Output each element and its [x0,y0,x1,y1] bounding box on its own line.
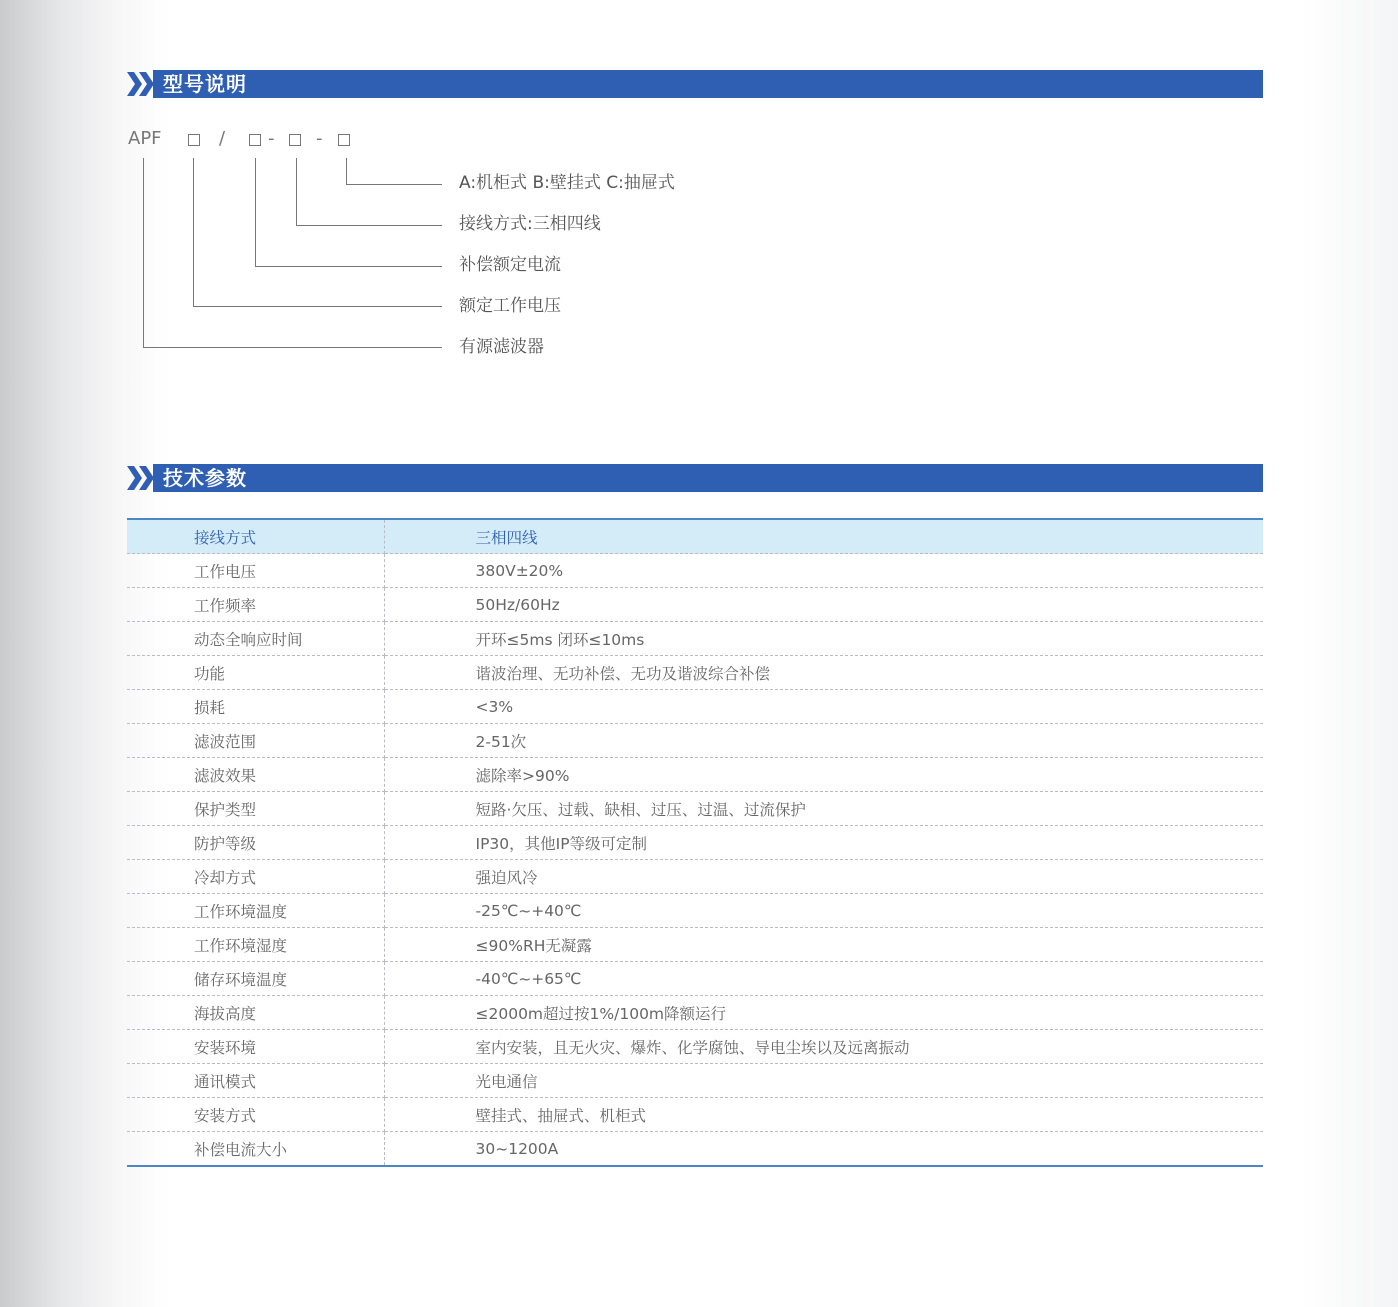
spec-header-param: 接线方式 [127,519,384,554]
spec-param: 动态全响应时间 [127,622,384,656]
spec-param: 海拔高度 [127,996,384,1030]
spec-param: 功能 [127,656,384,690]
table-row [127,996,1263,1030]
code-box [289,134,301,146]
table-row [127,894,1263,928]
spec-param: 保护类型 [127,792,384,826]
spec-table [127,518,1263,1167]
table-row [127,690,1263,724]
table-row [127,622,1263,656]
model-desc-current: 补偿额定电流 [459,255,561,275]
spec-value: 光电通信 [384,1064,1263,1098]
spec-value: 强迫风冷 [384,860,1263,894]
table-row [127,1064,1263,1098]
model-desc-voltage: 额定工作电压 [459,296,561,316]
spec-param: 防护等级 [127,826,384,860]
code-box [249,134,261,146]
table-row [127,792,1263,826]
spec-value: 谐波治理、无功补偿、无功及谐波综合补偿 [384,656,1263,690]
model-desc-wiring: 接线方式:三相四线 [459,214,601,234]
table-row [127,758,1263,792]
model-prefix: APF [128,128,162,149]
section-title: 型号说明 [163,72,247,96]
spec-param: 工作环境湿度 [127,928,384,962]
spec-param: 工作电压 [127,554,384,588]
spec-value: ≤90%RH无凝露 [384,928,1263,962]
spec-value: 壁挂式、抽屉式、机柜式 [384,1098,1263,1132]
table-row [127,724,1263,758]
table-row [127,826,1263,860]
table-row [127,860,1263,894]
spec-value: 2-51次 [384,724,1263,758]
table-row [127,1132,1263,1167]
spec-param: 损耗 [127,690,384,724]
table-row [127,1030,1263,1064]
model-desc-mount: A:机柜式 B:壁挂式 C:抽屉式 [459,173,675,193]
code-box [338,134,350,146]
spec-param: 工作频率 [127,588,384,622]
model-section-header [127,70,1263,98]
spec-value: 开环≤5ms 闭环≤10ms [384,622,1263,656]
spec-value: ≤2000m超过按1%/100m降额运行 [384,996,1263,1030]
spec-param: 储存环境温度 [127,962,384,996]
model-desc-type: 有源滤波器 [459,337,544,357]
code-dash: - [316,128,323,149]
spec-value: 30~1200A [475,1139,559,1158]
spec-value: 50Hz/60Hz [384,588,1263,622]
spec-header-value: 三相四线 [384,519,1263,554]
spec-value: IP30，其他IP等级可定制 [384,826,1263,860]
table-row [127,1098,1263,1132]
spec-param: 安装环境 [127,1030,384,1064]
table-row [127,928,1263,962]
table-row [127,588,1263,622]
spec-param: 通讯模式 [127,1064,384,1098]
spec-value: 380V±20% [384,554,1263,588]
spec-value: 滤除率>90% [384,758,1263,792]
spec-value: 室内安装，且无火灾、爆炸、化学腐蚀、导电尘埃以及远离振动 [384,1030,1263,1064]
section-strip [153,70,1263,98]
specs-section-header [127,464,1263,492]
spec-param: 冷却方式 [127,860,384,894]
code-dash: - [268,128,275,149]
spec-value: <3% [384,690,1263,724]
section-strip [153,464,1263,492]
spec-param: 安装方式 [127,1098,384,1132]
table-row [127,656,1263,690]
code-box [188,134,200,146]
spec-value: 短路·欠压、过载、缺相、过压、过温、过流保护 [384,792,1263,826]
code-slash: / [219,128,226,149]
spec-value: -40℃~+65℃ [384,962,1263,996]
table-row [127,962,1263,996]
spec-param: 工作环境温度 [127,894,384,928]
spec-param: 滤波效果 [127,758,384,792]
section-title: 技术参数 [163,466,247,490]
spec-param: 补偿电流大小 [127,1132,384,1167]
spec-param: 滤波范围 [127,724,384,758]
spec-value: -25℃~+40℃ [384,894,1263,928]
spec-table-header [127,519,1263,554]
table-row [127,554,1263,588]
